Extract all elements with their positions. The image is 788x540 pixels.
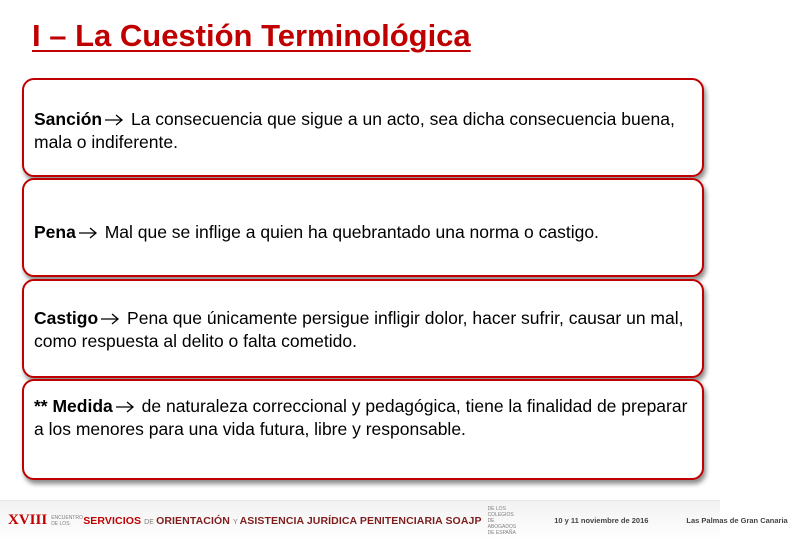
footer-event-name-part: SERVICIOS [83,514,145,527]
footer-event-name [83,515,481,527]
footer-edition: XVIII [8,512,48,528]
arrow-right-icon [115,401,135,413]
footer-edition-caption: ENCUENTRO DE LOS [51,514,83,527]
definition-term: Castigo [34,308,99,328]
arrow-right-icon [100,313,120,325]
footer-dates: 10 y 11 noviembre de 2016 [554,516,649,525]
definition-term: Sanción [34,109,103,129]
footer-place: Las Palmas de Gran Canaria [686,516,788,525]
definition-term: Pena [34,222,76,242]
arrow-right-icon [78,227,98,239]
definition-text: de naturaleza correccional y pedagógica, tiene la finalidad de preparar a los menores para una vida futura, libre y responsable. [34,396,688,439]
definition-box-pena [22,178,704,277]
event-footer-banner [0,500,788,540]
footer-event-name-part: ORIENTACIÓN [156,514,233,527]
slide-title: I – La Cuestión Terminológica [32,18,471,53]
definition-text: Pena que únicamente persigue infligir dolor, hacer sufrir, causar un mal, como respuesta al delito o falta cometido. [34,308,684,351]
footer-event-name-part: ASISTENCIA JURÍDICA PENITENCIARIA SOAJP [239,514,482,527]
footer-org-caption: DE LOS COLEGIOS DE ABOGADOS DE ESPAÑA [487,505,517,536]
footer-event-name-part: Y [232,518,240,526]
definition-text: La consecuencia que sigue a un acto, sea dicha consecuencia buena, mala o indiferente. [34,109,675,152]
definition-term: ** Medida [34,396,113,416]
definition-box-castigo [22,279,704,378]
definition-box-sancion [22,78,704,177]
definition-box-medida [22,379,704,480]
footer-event-name-part: DE [144,518,157,526]
definition-text: Mal que se inflige a quien ha quebrantado una norma o castigo. [99,222,599,242]
arrow-right-icon [104,114,124,126]
